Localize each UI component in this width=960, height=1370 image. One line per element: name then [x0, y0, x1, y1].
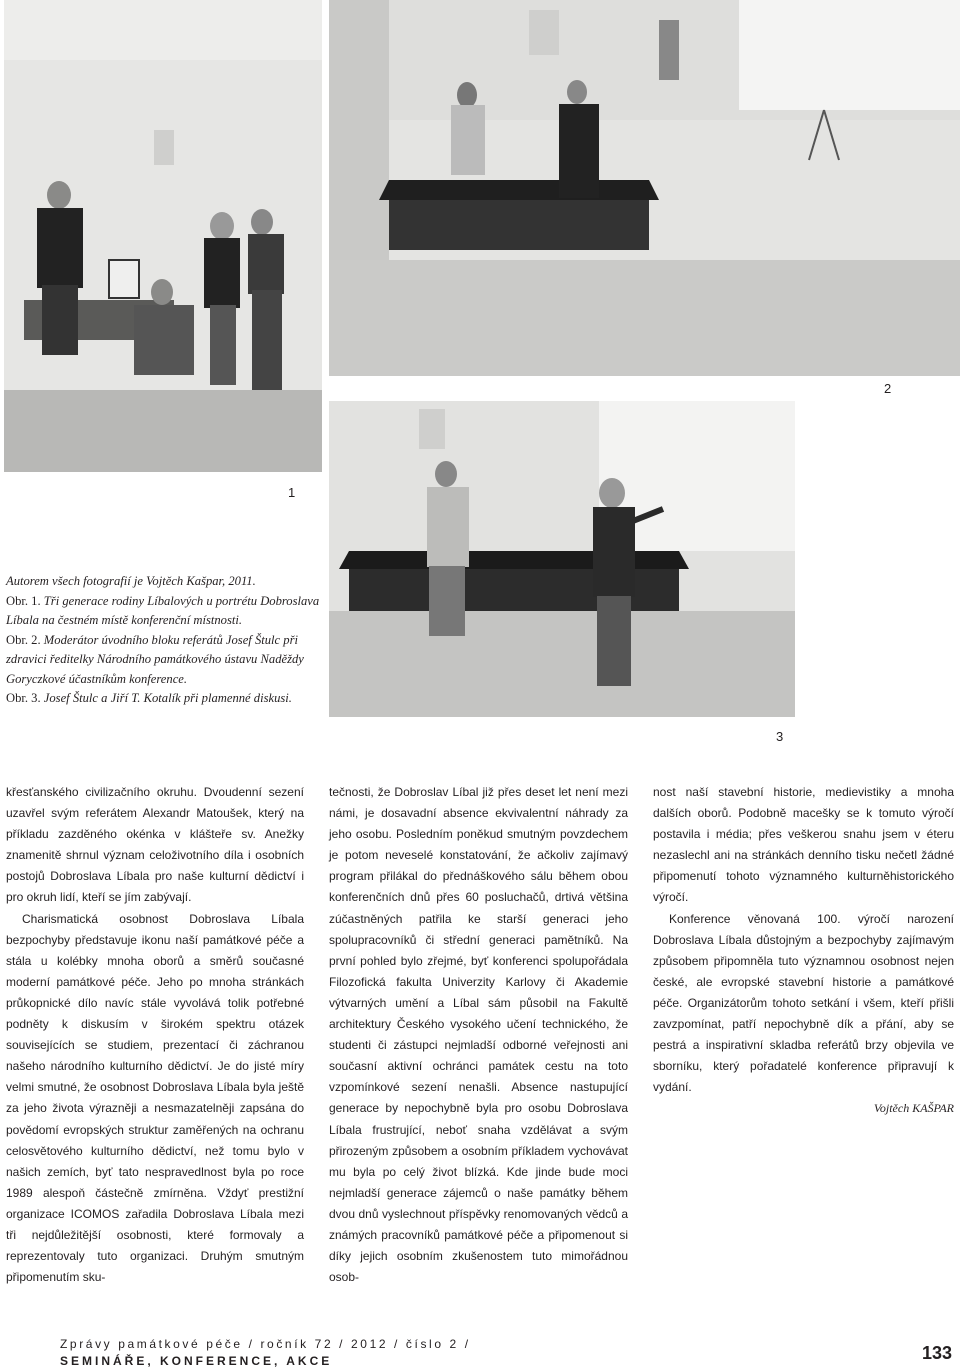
caption-item-1	[6, 592, 324, 631]
page-number: 133	[922, 1343, 953, 1363]
paragraph: tečnosti, že Dobroslav Líbal již přes deset let není mezi námi, je dosavadní absence ekvivalentní náhrady za jeho osobu. Posledním poněkud smutným povzdechem je potom neveselé konstatování, že ačkoliv zajímavý program přilákal do přednáškového sálu během obou konferenčních dnů přes 60 posluchačů, drtivá většina zúčastněných patřila ke starší generaci jeho spolupracovníků či střední generaci pamětníků. Na první pohled bylo zřejmé, byť konferenci spolupořádala Filozofická fakulta Univerzity Karlovy či Akademie výtvarných umění a Líbal sám působil na Fakultě architektury Českého vysokého učení technického, že studenti či zástupci nejmladší odborné veřejnosti ani současní aktivní ochránci památek cestu na toto vzpomínkové sezení nenašli. Absence nastupující generace by nepochybně byla pro osobu Dobroslava Líbala frustrující, neboť snaha vzdělávat a svým přirozeným způsobem a osobním příkladem vychovávat mu byla po celý život blízká. Kde jinde bude moci nejmladší generace zájemců o naše památky během dvou dnů vyslechnout příspěvky renomovaných vědců a známých pracovníků památkové péče a připomenout si díky jejich osobním zkušenostem tuto mimořádnou osob-	[329, 785, 628, 1285]
paragraph: Charismatická osobnost Dobroslava Líbala bezpochyby představuje ikonu naší památkové péče a stála u kolébky mnoha oborů a směrů současné moderní památkové péče. Jeho po mnoha stránkách průkopnické dílo navíc stále vyvolává tolik potřebné podněty k diskusím v širokém spektru otázek souvisejících se studiem, prezentací či záchranou našeho národního kulturního dědictví. Je do jisté míry velmi smutné, že osobnost Dobroslava Líbala byla ještě za jeho života výrazněji a nesmazatelněji zapsána do povědomí evropských struktur zaměřených na ochranu celosvětového kulturního dědictví, než tomu bylo v našich zemích, byť tato nespravedlnost byla po roce 1989 alespoň částečně zmírněna. Vždyť prestižní organizace ICOMOS zařadila Dobroslava Líbala mezi tři nejdůležitější osobnosti, které formovaly a reprezentovaly tuto organizaci. Druhým smutným připomenutím sku-	[6, 911, 304, 1285]
caption-text: Tři generace rodiny Líbalových u portrétu Dobroslava Líbala na čestném místě konferenční místnosti.	[6, 593, 320, 627]
photo-1	[4, 0, 322, 472]
photo-number-3: 3	[776, 729, 784, 744]
caption-text: Moderátor úvodního bloku referátů Josef Štulc při zdravici ředitelky Národního památkového ústavu Naděždy Goryczkové účastníkům konference.	[6, 632, 304, 686]
photo-credit: Autorem všech fotografií je Vojtěch Kašpar, 2011.	[6, 574, 256, 588]
paragraph: Konference věnovaná 100. výročí narození Dobroslava Líbala důstojným a bezpochyby zajímavým způsobem připomněla tuto významnou osobnost nejen české, ale evropské stavební historie a památkové péče. Organizátorům tohoto setkání i všem, kteří přišli zavzpomínat, patří nepochybně dík a přání, aby se pestrá a inspirativní skladba referátů brzy objevila ve sborníku, který pořadatelé konference připravují k vydání.	[653, 911, 954, 1095]
paragraph: křesťanského civilizačního okruhu. Dvoudenní sezení uzavřel svým referátem Alexandr Matoušek, který na příkladu zazděného okénka v klášteře sv. Anežky znamenitě shrnul význam celoživotního díla i osobních postojů Dobroslava Líbala pro naše kulturní dědictví i pro okruh lidí, kteří se jím zabývají.	[6, 785, 304, 905]
paragraph: nost naší stavební historie, medievistiky a mnoha dalších oborů. Podobně macešky se k tomuto výročí postavila i média; přes veškerou snahu jsem v éteru nezaslechl ani na stránkách denního tisku nečetl žádné připomenutí tohoto významného kulturněhistorického výročí.	[653, 785, 954, 905]
caption-item-3	[6, 689, 324, 709]
caption-text: Josef Štulc a Jiří T. Kotalík při plamenné diskusi.	[43, 691, 292, 705]
caption-label: Obr. 3.	[6, 691, 41, 705]
caption-label: Obr. 1.	[6, 593, 41, 608]
text-column-3	[653, 782, 954, 1120]
photo-caption	[6, 572, 324, 709]
page-footer	[60, 1336, 471, 1370]
photo-number-2: 2	[884, 381, 892, 396]
photo-3	[329, 401, 795, 717]
photo-number-1: 1	[288, 485, 296, 500]
caption-item-2	[6, 631, 324, 690]
photo-2	[329, 0, 960, 376]
journal-info: Zprávy památkové péče / ročník 72 / 2012 / číslo 2 /	[60, 1337, 471, 1351]
text-column-2	[329, 782, 628, 1288]
caption-label: Obr. 2.	[6, 632, 41, 647]
section-name: SEMINÁŘE, KONFERENCE, AKCE	[60, 1354, 333, 1368]
author-signature: Vojtěch KAŠPAR	[873, 1101, 954, 1116]
text-column-1	[6, 782, 304, 1288]
